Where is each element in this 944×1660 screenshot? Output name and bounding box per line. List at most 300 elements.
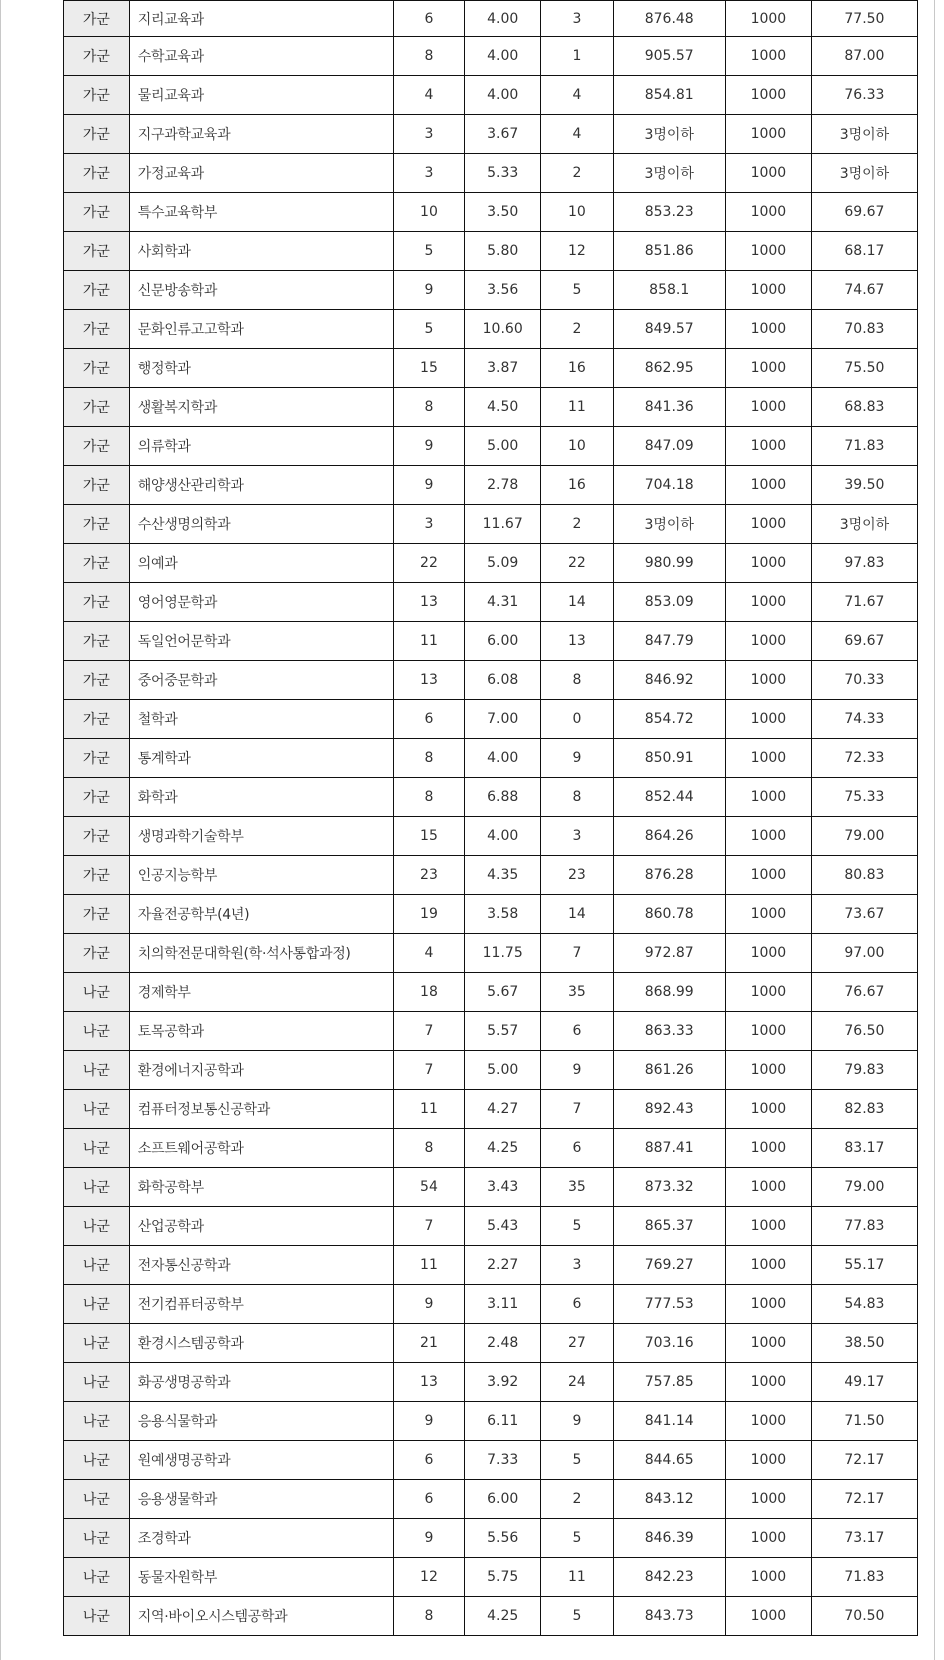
- cell-group: 가군: [64, 466, 130, 505]
- cell-waitlist-rank: 35: [541, 973, 613, 1012]
- cell-converted-score: 71.50: [811, 1402, 917, 1441]
- table-row: [64, 1090, 918, 1129]
- cell-competition-rate: 4.00: [465, 739, 541, 778]
- cell-group: 가군: [64, 778, 130, 817]
- cell-group: 가군: [64, 76, 130, 115]
- cell-group: 가군: [64, 622, 130, 661]
- table-row: [64, 1519, 918, 1558]
- cell-final-score: 842.23: [613, 1558, 725, 1597]
- cell-department: 지구과학교육과: [129, 115, 393, 154]
- cell-quota: 23: [393, 856, 464, 895]
- cell-final-score: 868.99: [613, 973, 725, 1012]
- cell-converted-score: 3명이하: [811, 154, 917, 193]
- cell-group: 가군: [64, 388, 130, 427]
- cell-score-max: 1000: [725, 778, 811, 817]
- table-row: [64, 1168, 918, 1207]
- table-row: [64, 1051, 918, 1090]
- cell-quota: 11: [393, 1090, 464, 1129]
- cell-waitlist-rank: 3: [541, 1246, 613, 1285]
- cell-converted-score: 76.50: [811, 1012, 917, 1051]
- cell-score-max: 1000: [725, 505, 811, 544]
- cell-waitlist-rank: 2: [541, 154, 613, 193]
- cell-department: 전자통신공학과: [129, 1246, 393, 1285]
- cell-department: 토목공학과: [129, 1012, 393, 1051]
- table-row: [64, 349, 918, 388]
- cell-converted-score: 74.33: [811, 700, 917, 739]
- cell-group: 가군: [64, 193, 130, 232]
- cell-department: 의예과: [129, 544, 393, 583]
- cell-quota: 12: [393, 1558, 464, 1597]
- table-row: [64, 1402, 918, 1441]
- cell-waitlist-rank: 10: [541, 193, 613, 232]
- cell-waitlist-rank: 13: [541, 622, 613, 661]
- cell-final-score: 843.12: [613, 1480, 725, 1519]
- cell-score-max: 1000: [725, 76, 811, 115]
- table-row: [64, 583, 918, 622]
- cell-quota: 3: [393, 154, 464, 193]
- cell-group: 가군: [64, 271, 130, 310]
- cell-waitlist-rank: 2: [541, 310, 613, 349]
- cell-group: 가군: [64, 37, 130, 76]
- cell-department: 소프트웨어공학과: [129, 1129, 393, 1168]
- cell-converted-score: 71.83: [811, 427, 917, 466]
- cell-converted-score: 76.33: [811, 76, 917, 115]
- cell-converted-score: 97.83: [811, 544, 917, 583]
- cell-converted-score: 70.33: [811, 661, 917, 700]
- cell-final-score: 3명이하: [613, 115, 725, 154]
- cell-waitlist-rank: 3: [541, 1, 613, 37]
- table-row: [64, 310, 918, 349]
- cell-quota: 10: [393, 193, 464, 232]
- cell-competition-rate: 4.00: [465, 76, 541, 115]
- cell-group: 가군: [64, 427, 130, 466]
- cell-score-max: 1000: [725, 973, 811, 1012]
- cell-department: 경제학부: [129, 973, 393, 1012]
- cell-score-max: 1000: [725, 232, 811, 271]
- cell-group: 나군: [64, 1285, 130, 1324]
- cell-quota: 9: [393, 1519, 464, 1558]
- cell-final-score: 846.92: [613, 661, 725, 700]
- cell-score-max: 1000: [725, 1519, 811, 1558]
- cell-quota: 7: [393, 1012, 464, 1051]
- table-row: [64, 1558, 918, 1597]
- cell-department: 동물자원학부: [129, 1558, 393, 1597]
- cell-score-max: 1000: [725, 115, 811, 154]
- cell-converted-score: 69.67: [811, 193, 917, 232]
- cell-quota: 22: [393, 544, 464, 583]
- cell-score-max: 1000: [725, 1246, 811, 1285]
- table-row: [64, 544, 918, 583]
- cell-final-score: 853.23: [613, 193, 725, 232]
- cell-waitlist-rank: 6: [541, 1129, 613, 1168]
- cell-department: 전기컴퓨터공학부: [129, 1285, 393, 1324]
- cell-score-max: 1000: [725, 1363, 811, 1402]
- cell-quota: 8: [393, 778, 464, 817]
- cell-converted-score: 72.17: [811, 1480, 917, 1519]
- cell-quota: 3: [393, 115, 464, 154]
- cell-department: 화학공학부: [129, 1168, 393, 1207]
- cell-quota: 5: [393, 310, 464, 349]
- cell-competition-rate: 5.75: [465, 1558, 541, 1597]
- cell-score-max: 1000: [725, 622, 811, 661]
- table-body: [64, 1, 918, 1636]
- cell-department: 조경학과: [129, 1519, 393, 1558]
- cell-group: 가군: [64, 934, 130, 973]
- cell-score-max: 1000: [725, 349, 811, 388]
- admissions-results-table: [63, 0, 918, 1636]
- cell-final-score: 704.18: [613, 466, 725, 505]
- table-row: [64, 622, 918, 661]
- cell-score-max: 1000: [725, 1, 811, 37]
- cell-competition-rate: 4.25: [465, 1597, 541, 1636]
- cell-score-max: 1000: [725, 193, 811, 232]
- cell-department: 응용생물학과: [129, 1480, 393, 1519]
- cell-score-max: 1000: [725, 1090, 811, 1129]
- cell-department: 화학과: [129, 778, 393, 817]
- cell-final-score: 861.26: [613, 1051, 725, 1090]
- cell-waitlist-rank: 6: [541, 1285, 613, 1324]
- cell-waitlist-rank: 5: [541, 1441, 613, 1480]
- cell-competition-rate: 4.50: [465, 388, 541, 427]
- cell-quota: 3: [393, 505, 464, 544]
- table-row: [64, 1324, 918, 1363]
- cell-score-max: 1000: [725, 1012, 811, 1051]
- cell-final-score: 858.1: [613, 271, 725, 310]
- cell-department: 의류학과: [129, 427, 393, 466]
- cell-score-max: 1000: [725, 388, 811, 427]
- cell-converted-score: 70.83: [811, 310, 917, 349]
- table-row: [64, 115, 918, 154]
- cell-group: 나군: [64, 1597, 130, 1636]
- cell-department: 통계학과: [129, 739, 393, 778]
- cell-department: 철학과: [129, 700, 393, 739]
- table-row: [64, 505, 918, 544]
- cell-group: 가군: [64, 583, 130, 622]
- cell-waitlist-rank: 9: [541, 739, 613, 778]
- cell-converted-score: 69.67: [811, 622, 917, 661]
- cell-waitlist-rank: 2: [541, 1480, 613, 1519]
- cell-department: 환경시스템공학과: [129, 1324, 393, 1363]
- cell-final-score: 876.28: [613, 856, 725, 895]
- cell-waitlist-rank: 0: [541, 700, 613, 739]
- cell-waitlist-rank: 12: [541, 232, 613, 271]
- cell-competition-rate: 10.60: [465, 310, 541, 349]
- cell-department: 행정학과: [129, 349, 393, 388]
- cell-group: 가군: [64, 739, 130, 778]
- cell-converted-score: 68.83: [811, 388, 917, 427]
- table-row: [64, 934, 918, 973]
- cell-waitlist-rank: 6: [541, 1012, 613, 1051]
- cell-competition-rate: 2.48: [465, 1324, 541, 1363]
- cell-quota: 9: [393, 466, 464, 505]
- cell-department: 화공생명공학과: [129, 1363, 393, 1402]
- table-row: [64, 1441, 918, 1480]
- cell-competition-rate: 4.00: [465, 1, 541, 37]
- cell-quota: 7: [393, 1207, 464, 1246]
- cell-final-score: 3명이하: [613, 154, 725, 193]
- cell-competition-rate: 4.27: [465, 1090, 541, 1129]
- cell-converted-score: 71.67: [811, 583, 917, 622]
- cell-competition-rate: 3.58: [465, 895, 541, 934]
- cell-department: 중어중문학과: [129, 661, 393, 700]
- cell-waitlist-rank: 1: [541, 37, 613, 76]
- table-row: [64, 232, 918, 271]
- cell-waitlist-rank: 35: [541, 1168, 613, 1207]
- table-row: [64, 1597, 918, 1636]
- cell-converted-score: 3명이하: [811, 505, 917, 544]
- table-row: [64, 1129, 918, 1168]
- cell-group: 가군: [64, 154, 130, 193]
- cell-quota: 8: [393, 37, 464, 76]
- cell-converted-score: 75.33: [811, 778, 917, 817]
- cell-quota: 9: [393, 1285, 464, 1324]
- cell-competition-rate: 2.78: [465, 466, 541, 505]
- table-row: [64, 76, 918, 115]
- cell-final-score: 703.16: [613, 1324, 725, 1363]
- cell-competition-rate: 3.92: [465, 1363, 541, 1402]
- cell-converted-score: 75.50: [811, 349, 917, 388]
- cell-converted-score: 97.00: [811, 934, 917, 973]
- cell-score-max: 1000: [725, 37, 811, 76]
- cell-competition-rate: 4.25: [465, 1129, 541, 1168]
- cell-competition-rate: 6.00: [465, 1480, 541, 1519]
- cell-department: 특수교육학부: [129, 193, 393, 232]
- cell-competition-rate: 3.50: [465, 193, 541, 232]
- admissions-table-container: [63, 0, 918, 1636]
- cell-group: 나군: [64, 1519, 130, 1558]
- cell-waitlist-rank: 5: [541, 1207, 613, 1246]
- cell-competition-rate: 5.09: [465, 544, 541, 583]
- cell-department: 독일언어문학과: [129, 622, 393, 661]
- cell-converted-score: 54.83: [811, 1285, 917, 1324]
- table-row: [64, 427, 918, 466]
- cell-quota: 9: [393, 427, 464, 466]
- cell-group: 가군: [64, 856, 130, 895]
- cell-group: 나군: [64, 1558, 130, 1597]
- cell-department: 사회학과: [129, 232, 393, 271]
- cell-converted-score: 77.83: [811, 1207, 917, 1246]
- cell-quota: 13: [393, 661, 464, 700]
- cell-waitlist-rank: 8: [541, 661, 613, 700]
- cell-converted-score: 87.00: [811, 37, 917, 76]
- cell-group: 나군: [64, 1207, 130, 1246]
- table-row: [64, 778, 918, 817]
- cell-score-max: 1000: [725, 1480, 811, 1519]
- cell-converted-score: 73.17: [811, 1519, 917, 1558]
- cell-score-max: 1000: [725, 154, 811, 193]
- cell-competition-rate: 3.87: [465, 349, 541, 388]
- cell-final-score: 873.32: [613, 1168, 725, 1207]
- cell-department: 지역·바이오시스템공학과: [129, 1597, 393, 1636]
- cell-department: 인공지능학부: [129, 856, 393, 895]
- table-row: [64, 700, 918, 739]
- cell-department: 환경에너지공학과: [129, 1051, 393, 1090]
- cell-waitlist-rank: 4: [541, 115, 613, 154]
- cell-quota: 9: [393, 271, 464, 310]
- cell-converted-score: 72.17: [811, 1441, 917, 1480]
- cell-quota: 8: [393, 1597, 464, 1636]
- cell-converted-score: 49.17: [811, 1363, 917, 1402]
- cell-group: 가군: [64, 505, 130, 544]
- cell-competition-rate: 11.67: [465, 505, 541, 544]
- table-row: [64, 1363, 918, 1402]
- cell-department: 응용식물학과: [129, 1402, 393, 1441]
- cell-final-score: 846.39: [613, 1519, 725, 1558]
- cell-group: 가군: [64, 700, 130, 739]
- cell-score-max: 1000: [725, 1168, 811, 1207]
- cell-final-score: 854.72: [613, 700, 725, 739]
- cell-competition-rate: 7.00: [465, 700, 541, 739]
- table-row: [64, 388, 918, 427]
- cell-score-max: 1000: [725, 1051, 811, 1090]
- table-row: [64, 37, 918, 76]
- table-row: [64, 271, 918, 310]
- cell-quota: 13: [393, 583, 464, 622]
- cell-score-max: 1000: [725, 310, 811, 349]
- cell-final-score: 876.48: [613, 1, 725, 37]
- cell-group: 가군: [64, 1, 130, 37]
- cell-department: 해양생산관리학과: [129, 466, 393, 505]
- cell-final-score: 841.14: [613, 1402, 725, 1441]
- cell-quota: 13: [393, 1363, 464, 1402]
- cell-group: 나군: [64, 1012, 130, 1051]
- cell-waitlist-rank: 5: [541, 271, 613, 310]
- cell-final-score: 847.09: [613, 427, 725, 466]
- cell-department: 컴퓨터정보통신공학과: [129, 1090, 393, 1129]
- cell-department: 물리교육과: [129, 76, 393, 115]
- table-row: [64, 973, 918, 1012]
- cell-final-score: 887.41: [613, 1129, 725, 1168]
- cell-group: 가군: [64, 661, 130, 700]
- cell-converted-score: 76.67: [811, 973, 917, 1012]
- cell-waitlist-rank: 16: [541, 466, 613, 505]
- cell-department: 가정교육과: [129, 154, 393, 193]
- cell-group: 가군: [64, 232, 130, 271]
- cell-quota: 5: [393, 232, 464, 271]
- cell-group: 나군: [64, 1090, 130, 1129]
- cell-waitlist-rank: 8: [541, 778, 613, 817]
- cell-quota: 21: [393, 1324, 464, 1363]
- cell-converted-score: 73.67: [811, 895, 917, 934]
- cell-competition-rate: 6.88: [465, 778, 541, 817]
- cell-department: 원예생명공학과: [129, 1441, 393, 1480]
- table-row: [64, 817, 918, 856]
- cell-waitlist-rank: 7: [541, 1090, 613, 1129]
- cell-score-max: 1000: [725, 544, 811, 583]
- cell-final-score: 769.27: [613, 1246, 725, 1285]
- cell-group: 나군: [64, 1129, 130, 1168]
- cell-quota: 15: [393, 817, 464, 856]
- cell-quota: 9: [393, 1402, 464, 1441]
- cell-converted-score: 74.67: [811, 271, 917, 310]
- cell-department: 수산생명의학과: [129, 505, 393, 544]
- cell-converted-score: 79.00: [811, 1168, 917, 1207]
- cell-quota: 18: [393, 973, 464, 1012]
- cell-waitlist-rank: 14: [541, 583, 613, 622]
- cell-waitlist-rank: 10: [541, 427, 613, 466]
- cell-group: 나군: [64, 1051, 130, 1090]
- cell-department: 생활복지학과: [129, 388, 393, 427]
- cell-final-score: 860.78: [613, 895, 725, 934]
- cell-competition-rate: 5.80: [465, 232, 541, 271]
- table-row: [64, 1012, 918, 1051]
- table-row: [64, 856, 918, 895]
- table-row: [64, 1480, 918, 1519]
- cell-final-score: 892.43: [613, 1090, 725, 1129]
- cell-competition-rate: 5.00: [465, 427, 541, 466]
- cell-quota: 54: [393, 1168, 464, 1207]
- cell-score-max: 1000: [725, 934, 811, 973]
- cell-converted-score: 79.83: [811, 1051, 917, 1090]
- cell-converted-score: 72.33: [811, 739, 917, 778]
- cell-waitlist-rank: 11: [541, 388, 613, 427]
- cell-final-score: 843.73: [613, 1597, 725, 1636]
- cell-department: 산업공학과: [129, 1207, 393, 1246]
- cell-department: 생명과학기술학부: [129, 817, 393, 856]
- cell-competition-rate: 5.67: [465, 973, 541, 1012]
- cell-converted-score: 79.00: [811, 817, 917, 856]
- cell-converted-score: 3명이하: [811, 115, 917, 154]
- cell-group: 나군: [64, 1168, 130, 1207]
- cell-group: 가군: [64, 310, 130, 349]
- cell-quota: 7: [393, 1051, 464, 1090]
- cell-score-max: 1000: [725, 427, 811, 466]
- cell-group: 가군: [64, 817, 130, 856]
- cell-final-score: 847.79: [613, 622, 725, 661]
- cell-score-max: 1000: [725, 466, 811, 505]
- cell-waitlist-rank: 5: [541, 1597, 613, 1636]
- cell-competition-rate: 5.57: [465, 1012, 541, 1051]
- cell-competition-rate: 3.67: [465, 115, 541, 154]
- cell-department: 치의학전문대학원(학·석사통합과정): [129, 934, 393, 973]
- cell-final-score: 844.65: [613, 1441, 725, 1480]
- cell-competition-rate: 7.33: [465, 1441, 541, 1480]
- cell-final-score: 841.36: [613, 388, 725, 427]
- cell-competition-rate: 3.56: [465, 271, 541, 310]
- cell-competition-rate: 5.56: [465, 1519, 541, 1558]
- cell-group: 나군: [64, 1480, 130, 1519]
- cell-score-max: 1000: [725, 583, 811, 622]
- table-row: [64, 1207, 918, 1246]
- cell-quota: 6: [393, 1441, 464, 1480]
- cell-converted-score: 38.50: [811, 1324, 917, 1363]
- cell-competition-rate: 3.43: [465, 1168, 541, 1207]
- cell-final-score: 851.86: [613, 232, 725, 271]
- cell-waitlist-rank: 14: [541, 895, 613, 934]
- cell-converted-score: 68.17: [811, 232, 917, 271]
- table-row: [64, 1285, 918, 1324]
- cell-final-score: 850.91: [613, 739, 725, 778]
- cell-department: 자율전공학부(4년): [129, 895, 393, 934]
- cell-waitlist-rank: 2: [541, 505, 613, 544]
- table-row: [64, 154, 918, 193]
- cell-final-score: 854.81: [613, 76, 725, 115]
- cell-group: 나군: [64, 1324, 130, 1363]
- cell-competition-rate: 5.00: [465, 1051, 541, 1090]
- cell-group: 나군: [64, 1402, 130, 1441]
- table-row: [64, 1246, 918, 1285]
- cell-score-max: 1000: [725, 856, 811, 895]
- cell-final-score: 852.44: [613, 778, 725, 817]
- cell-waitlist-rank: 7: [541, 934, 613, 973]
- cell-group: 가군: [64, 115, 130, 154]
- cell-converted-score: 39.50: [811, 466, 917, 505]
- cell-score-max: 1000: [725, 1285, 811, 1324]
- cell-competition-rate: 4.00: [465, 37, 541, 76]
- cell-competition-rate: 4.35: [465, 856, 541, 895]
- cell-waitlist-rank: 9: [541, 1402, 613, 1441]
- table-row: [64, 1, 918, 37]
